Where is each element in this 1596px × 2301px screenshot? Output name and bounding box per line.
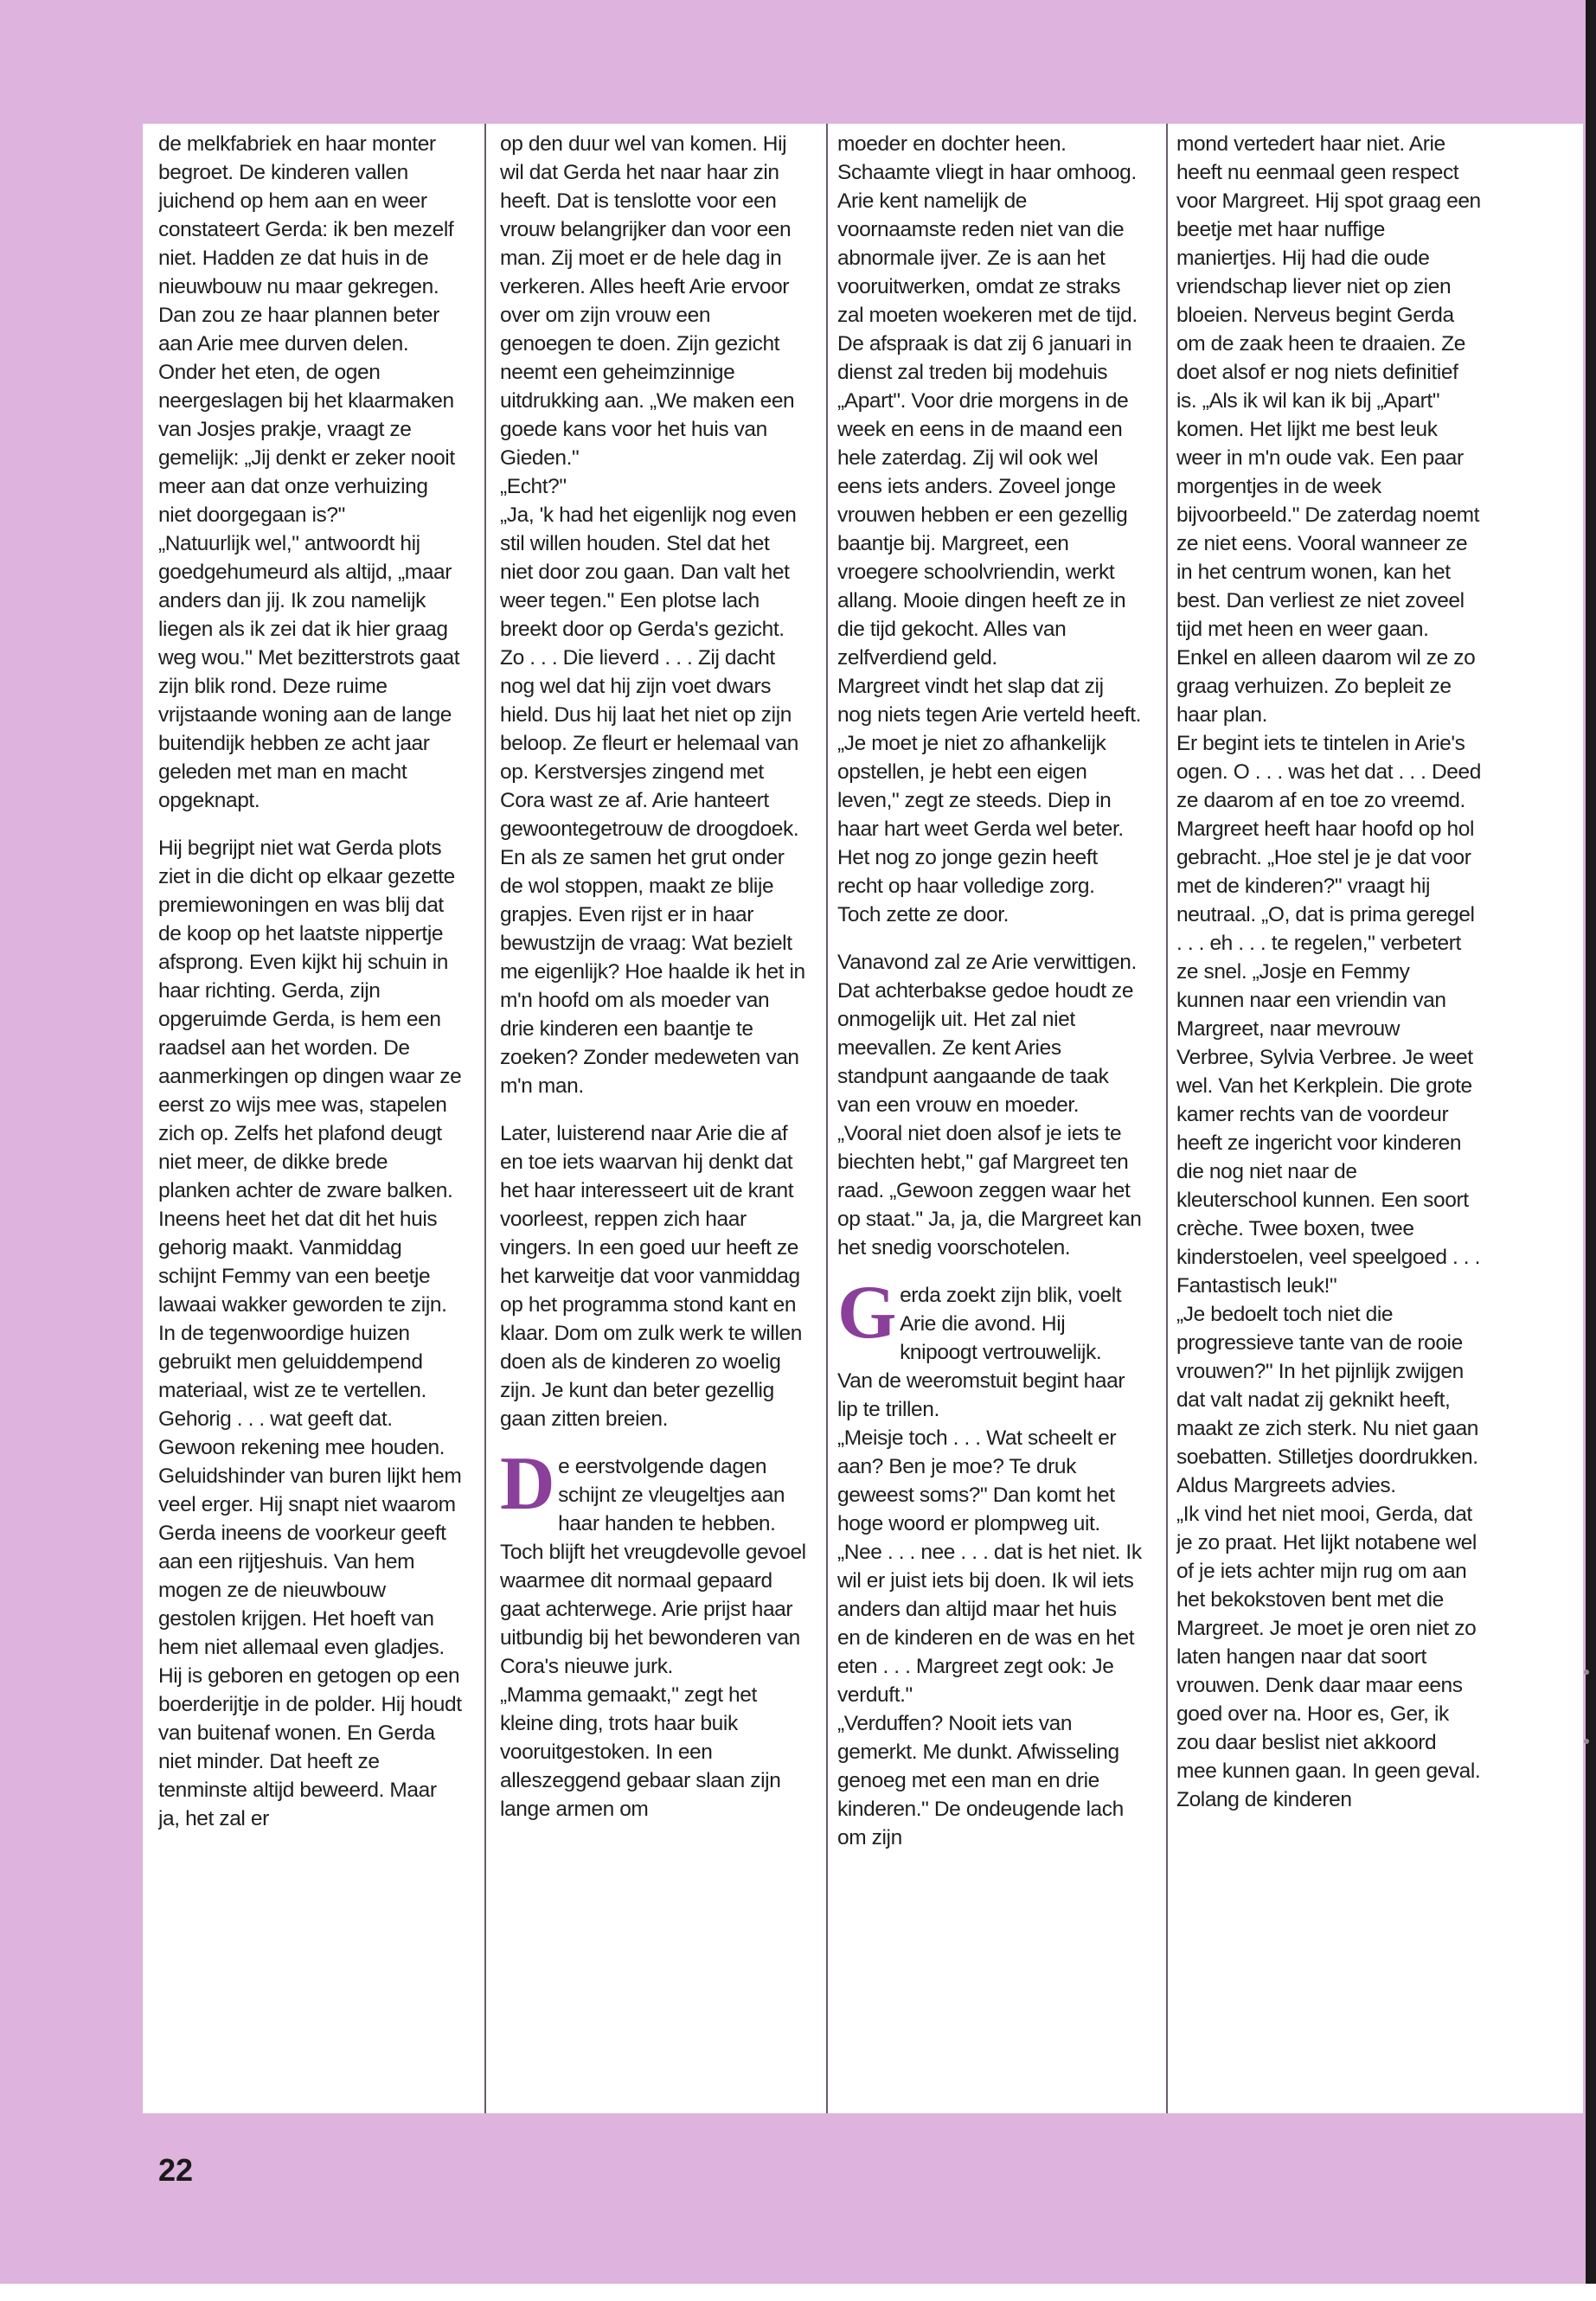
- paragraph-text: mond vertedert haar niet. Arie heeft nu eenmaal geen respect voor Margreet. Hij spot graag een beetje met haar nuffige maniertjes. Hij had die oude vriendschap liever niet op zien bloeien. Nerveus begint Gerda om de zaak heen te draaien. Ze doet alsof er nog niets definitief is. „Als ik wil kan ik bij „Apart" komen. Het lijkt me best leuk weer in m'n oude vak. Een paar morgentjes in de week bijvoorbeeld." De zaterdag noemt ze niet eens. Vooral wanneer ze in het centrum wonen, kan het best. Dan verliest ze niet zoveel tijd met heen en weer gaan. Enkel en alleen daarom wil ze zo graag verhuizen. Zo bepleit ze haar plan. Er begint iets te tintelen in Arie's ogen. O . . . was het dat . . . Deed ze daarom af en toe zo vreemd. Margreet heeft haar hoofd op hol gebracht. „Hoe stel je je dat voor met de kinderen?" vraagt hij neutraal. „O, dat is prima geregel . . . eh . . . te regelen," verbetert ze snel. „Josje en Femmy kunnen naar een vriendin van Margreet, naar mevrouw Verbree, Sylvia Verbree. Je weet wel. Van het Kerkplein. Die grote kamer rechts van de voordeur heeft ze ingericht voor kinderen die nog niet naar de kleuterschool kunnen. Een soort crèche. Twee boxen, twee kinderstoelen, veel speelgoed . . . Fantastisch leuk!" „Je bedoelt toch niet die progressieve tante van de rooie vrouwen?" In het pijnlijk zwijgen dat valt nadat zij geknikt heeft, maakt ze zich sterk. Nu niet gaan soebatten. Stilletjes doordrukken. Aldus Margreets advies. „Ik vind het niet mooi, Gerda, dat je zo praat. Het lijkt notabene wel of je iets achter mijn rug om aan het bekokstoven bent met die Margreet. Je moet je oren niet zo laten hangen naar dat soort vrouwen. Denk daar maar eens goed over na. Hoor es, Ger, ik zou daar beslist niet akkoord mee kunnen gaan. In geen geval. Zolang de kinderen: [1176, 132, 1481, 1811]
- paragraph: [500, 1119, 807, 1433]
- column-divider: [1166, 124, 1168, 2113]
- paragraph-text: Later, luisterend naar Arie die af en toe iets waarvan hij denkt dat het haar interesseert uit de krant voorleest, reppen zich haar vingers. In een goed uur heeft ze het karweitje dat voor vanmiddag op het programma stond kant en klaar. Dom om zulk werk te willen doen als de kinderen zo woelig zijn. Je kunt dan beter gezellig gaan zitten breien.: [500, 1122, 802, 1431]
- paragraph: [500, 1442, 807, 1823]
- article-column-3: [837, 130, 1142, 2111]
- scan-mark: [1584, 1670, 1589, 1675]
- paragraph-text: e eerstvolgende dagen schijnt ze vleugeltjes aan haar handen te hebben. Toch blijft het vreugdevolle gevoel waarmee dit normaal gepaard gaat achterwege. Arie prijst haar uitbundig bij het bewonderen van Cora's nieuwe jurk. „Mamma gemaakt," zegt het kleine ding, trots haar buik vooruitgestoken. In een alleszeggend gebaar slaan zijn lange armen om: [500, 1455, 806, 1821]
- paragraph-text: moeder en dochter heen. Schaamte vliegt in haar omhoog. Arie kent namelijk de voornaamste reden niet van die abnormale ijver. Ze is aan het vooruitwerken, omdat ze straks zal moeten woekeren met de tijd. De afspraak is dat zij 6 januari in dienst zal treden bij modehuis „Apart". Voor drie morgens in de week en eens in de maand een hele zaterdag. Zij wil ook wel eens iets anders. Zoveel jonge vrouwen hebben er een gezellig baantje bij. Margreet, een vroegere schoolvriendin, werkt allang. Mooie dingen heeft ze in die tijd gekocht. Alles van zelfverdiend geld. Margreet vindt het slap dat zij nog niets tegen Arie verteld heeft. „Je moet je niet zo afhankelijk opstellen, je hebt een eigen leven," zegt ze steeds. Diep in haar hart weet Gerda wel beter. Het nog zo jonge gezin heeft recht op haar volledige zorg. Toch zette ze door.: [837, 132, 1142, 926]
- article-column-4: [1176, 130, 1481, 2111]
- drop-cap: G: [837, 1271, 897, 1355]
- article-column-1: [158, 130, 463, 2111]
- column-divider: [484, 124, 486, 2113]
- paragraph: [837, 948, 1142, 1262]
- scan-edge: [1586, 0, 1596, 2284]
- paragraph: [1176, 130, 1481, 1814]
- paragraph-text: Hij begrijpt niet wat Gerda plots ziet in die dicht op elkaar gezette premiewoningen en was blij dat de koop op het laatste nippertje afsprong. Even kijkt hij schuin in haar richting. Gerda, zijn opgeruimde Gerda, is hem een raadsel aan het worden. De aanmerkingen op dingen waar ze eerst zo wijs mee was, stapelen zich op. Zelfs het plafond deugt niet meer, de dikke brede planken achter de zware balken. Ineens heet het dat dit het huis gehorig maakt. Vanmiddag schijnt Femmy van een beetje lawaai wakker geworden te zijn. In de tegenwoordige huizen gebruikt men geluiddempend materiaal, wist ze te vertellen. Gehorig . . . wat geeft dat. Gewoon rekening mee houden. Geluidshinder van buren lijkt hem veel erger. Hij snapt niet waarom Gerda ineens de voorkeur geeft aan een rijtjeshuis. Van hem mogen ze de nieuwbouw gestolen krijgen. Het hoeft van hem niet allemaal even gladjes. Hij is geboren en getogen op een boerderijtje in de polder. Hij houdt van buitenaf wonen. En Gerda niet minder. Dat heeft ze tenminste altijd beweerd. Maar ja, het zal er: [158, 836, 462, 1830]
- paragraph-text: op den duur wel van komen. Hij wil dat Gerda het naar haar zin heeft. Dat is tenslotte voor een vrouw belangrijker dan voor een man. Zij moet er de hele dag in verkeren. Alles heeft Arie ervoor over om zijn vrouw een genoegen te doen. Zijn gezicht neemt een geheimzinnige uitdrukking aan. „We maken een goede kans voor het huis van Gieden." „Echt?" „Ja, 'k had het eigenlijk nog even stil willen houden. Stel dat het niet door zou gaan. Dan valt het weer tegen." Een plotse lach breekt door op Gerda's gezicht. Zo . . . Die lieverd . . . Zij dacht nog wel dat hij zijn voet dwars hield. Dus hij laat het niet op zijn beloop. Ze fleurt er helemaal van op. Kerstversjes zingend met Cora wast ze af. Arie hanteert gewoontegetrouw de droogdoek. En als ze samen het grut onder de wol stoppen, maakt ze blije grapjes. Even rijst er in haar bewustzijn de vraag: Wat bezielt me eigenlijk? Hoe haalde ik het in m'n hoofd om als moeder van drie kinderen een baantje te zoeken? Zonder medeweten van m'n man.: [500, 132, 805, 1098]
- paragraph: [158, 834, 463, 1833]
- paragraph: [837, 1271, 1142, 1852]
- scan-mark: [1584, 1739, 1589, 1744]
- paragraph-text: de melkfabriek en haar monter begroet. De kinderen vallen juichend op hem aan en weer constateert Gerda: ik ben mezelf niet. Hadden ze dat huis in de nieuwbouw nu maar gekregen. Dan zou ze haar plannen beter aan Arie mee durven delen. Onder het eten, de ogen neergeslagen bij het klaarmaken van Josjes prakje, vraagt ze gemelijk: „Jij denkt er zeker nooit meer aan dat onze verhuizing niet doorgegaan is?" „Natuurlijk wel," antwoordt hij goedgehumeurd als altijd, „maar anders dan jij. Ik zou namelijk liegen als ik zei dat ik hier graag weg wou." Met bezitterstrots gaat zijn blik rond. Deze ruime vrijstaande woning aan de lange buitendijk hebben ze acht jaar geleden met man en macht opgeknapt.: [158, 132, 460, 812]
- article-column-2: [500, 130, 807, 2111]
- page-number: 22: [158, 2152, 194, 2188]
- paragraph-text: erda zoekt zijn blik, voelt Arie die avond. Hij knipoogt vertrouwelijk. Van de weeromstuit begint haar lip te trillen. „Meisje toch . . . Wat scheelt er aan? Ben je moe? Te druk geweest soms?" Dan komt het hoge woord er plompweg uit. „Nee . . . nee . . . dat is het niet. Ik wil er juist iets bij doen. Ik wil iets anders dan altijd maar het huis en de kinderen en de was en het eten . . . Margreet zegt ook: Je verduft." „Verduffen? Nooit iets van gemerkt. Me dunkt. Afwisseling genoeg met een man en drie kinderen." De ondeugende lach om zijn: [837, 1284, 1142, 1849]
- page-bottom-margin: [0, 2284, 1596, 2301]
- paragraph-text: Vanavond zal ze Arie verwittigen. Dat achterbakse gedoe houdt ze onmogelijk uit. Het zal niet meevallen. Ze kent Aries standpunt aangaande de taak van een vrouw en moeder. „Vooral niet doen alsof je iets te biechten hebt," gaf Margreet ten raad. „Gewoon zeggen waar het op staat." Ja, ja, die Margreet kan het snedig voorschotelen.: [837, 951, 1142, 1259]
- paragraph: [837, 130, 1142, 929]
- paragraph: [500, 130, 807, 1100]
- drop-cap: D: [500, 1442, 555, 1526]
- paragraph: [158, 130, 463, 815]
- column-divider: [826, 124, 828, 2113]
